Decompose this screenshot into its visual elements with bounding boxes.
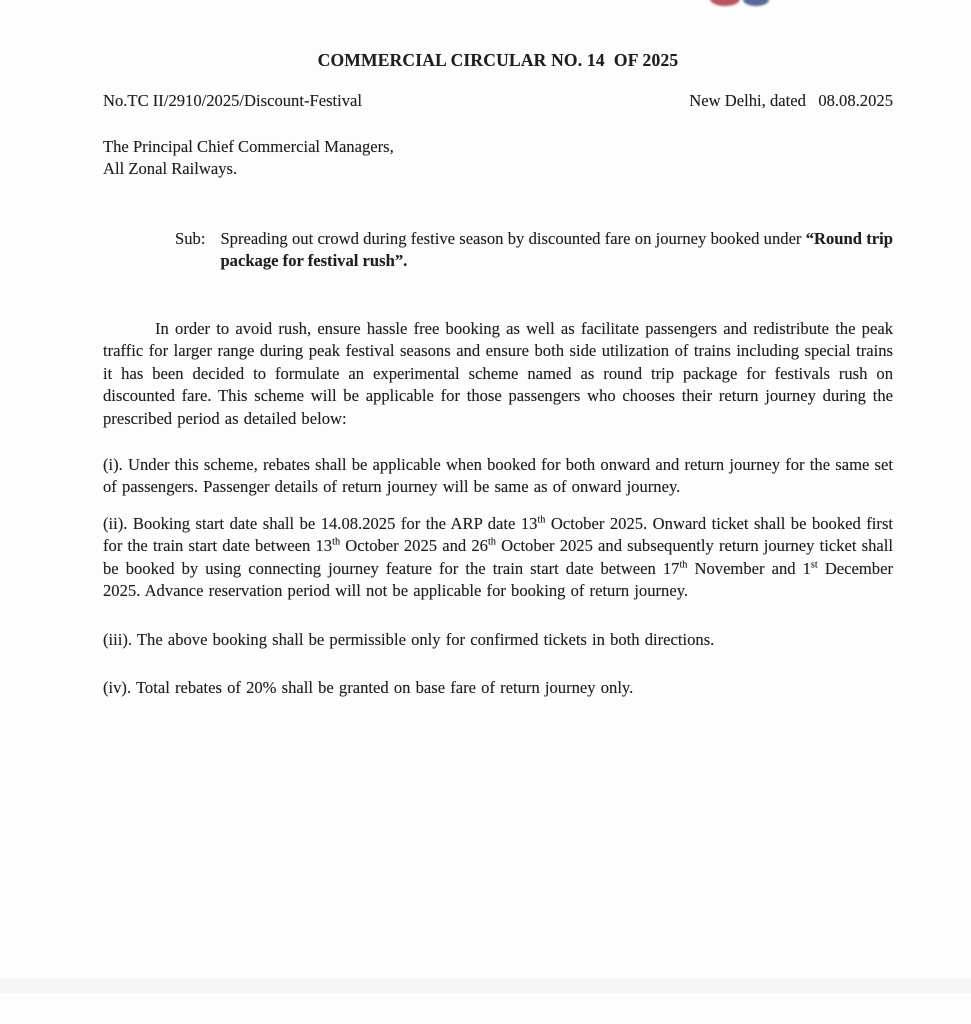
clause-iv: (iv). Total rebates of 20% shall be granted on base fare of return journey only. — [103, 677, 634, 697]
clause-i: (i). Under this scheme, rebates shall be applicable when booked for both onward and return journey for the same set of passengers. Passenger details of return journey will be same as of onward journey. — [103, 455, 893, 497]
subject-block — [103, 228, 893, 273]
addressee-line: The Principal Chief Commercial Managers, — [103, 137, 394, 156]
reference-row — [103, 90, 893, 111]
subject-label: Sub: — [175, 228, 206, 248]
reference-number: No.TC II/2910/2025/Discount-Festival — [103, 91, 363, 110]
circular-title: COMMERCIAL CIRCULAR NO. 14 OF 2025 — [317, 50, 679, 70]
place-and-date: New Delhi, dated 08.08.2025 — [689, 91, 893, 110]
intro-paragraph: In order to avoid rush, ensure hassle free booking as well as facilitate passengers and redistribute the peak traffic for larger range during peak festival seasons and ensure both side utilization of trains including special trains it has been decided to formulate an experimental scheme named as round trip package for festivals rush on discounted fare. This scheme will be applicable for those passengers who chooses their return journey during the prescribed period as detailed below: — [103, 319, 893, 428]
addressee-line: All Zonal Railways. — [103, 159, 238, 179]
addressee-block — [103, 136, 893, 181]
document-content — [103, 0, 893, 699]
scan-edge-band — [0, 978, 971, 993]
clause-ii: (ii). Booking start date shall be 14.08.2025 for the ARP date 13th October 2025. Onward ticket shall be booked first for the train start date between 13th October 2025 and 26th October 2025 and subsequently return journey ticket shall be booked by using connecting journey feature for the train start date between 17th November and 1st December 2025. Advance reservation period will not be applicable for booking of return journey. — [103, 513, 894, 601]
subject-text: Spreading out crowd during festive season by discounted fare on journey booked under “Round trip package for festival rush”. — [220, 228, 893, 271]
clause-iii: (iii). The above booking shall be permissible only for confirmed tickets in both directions. — [103, 630, 715, 650]
